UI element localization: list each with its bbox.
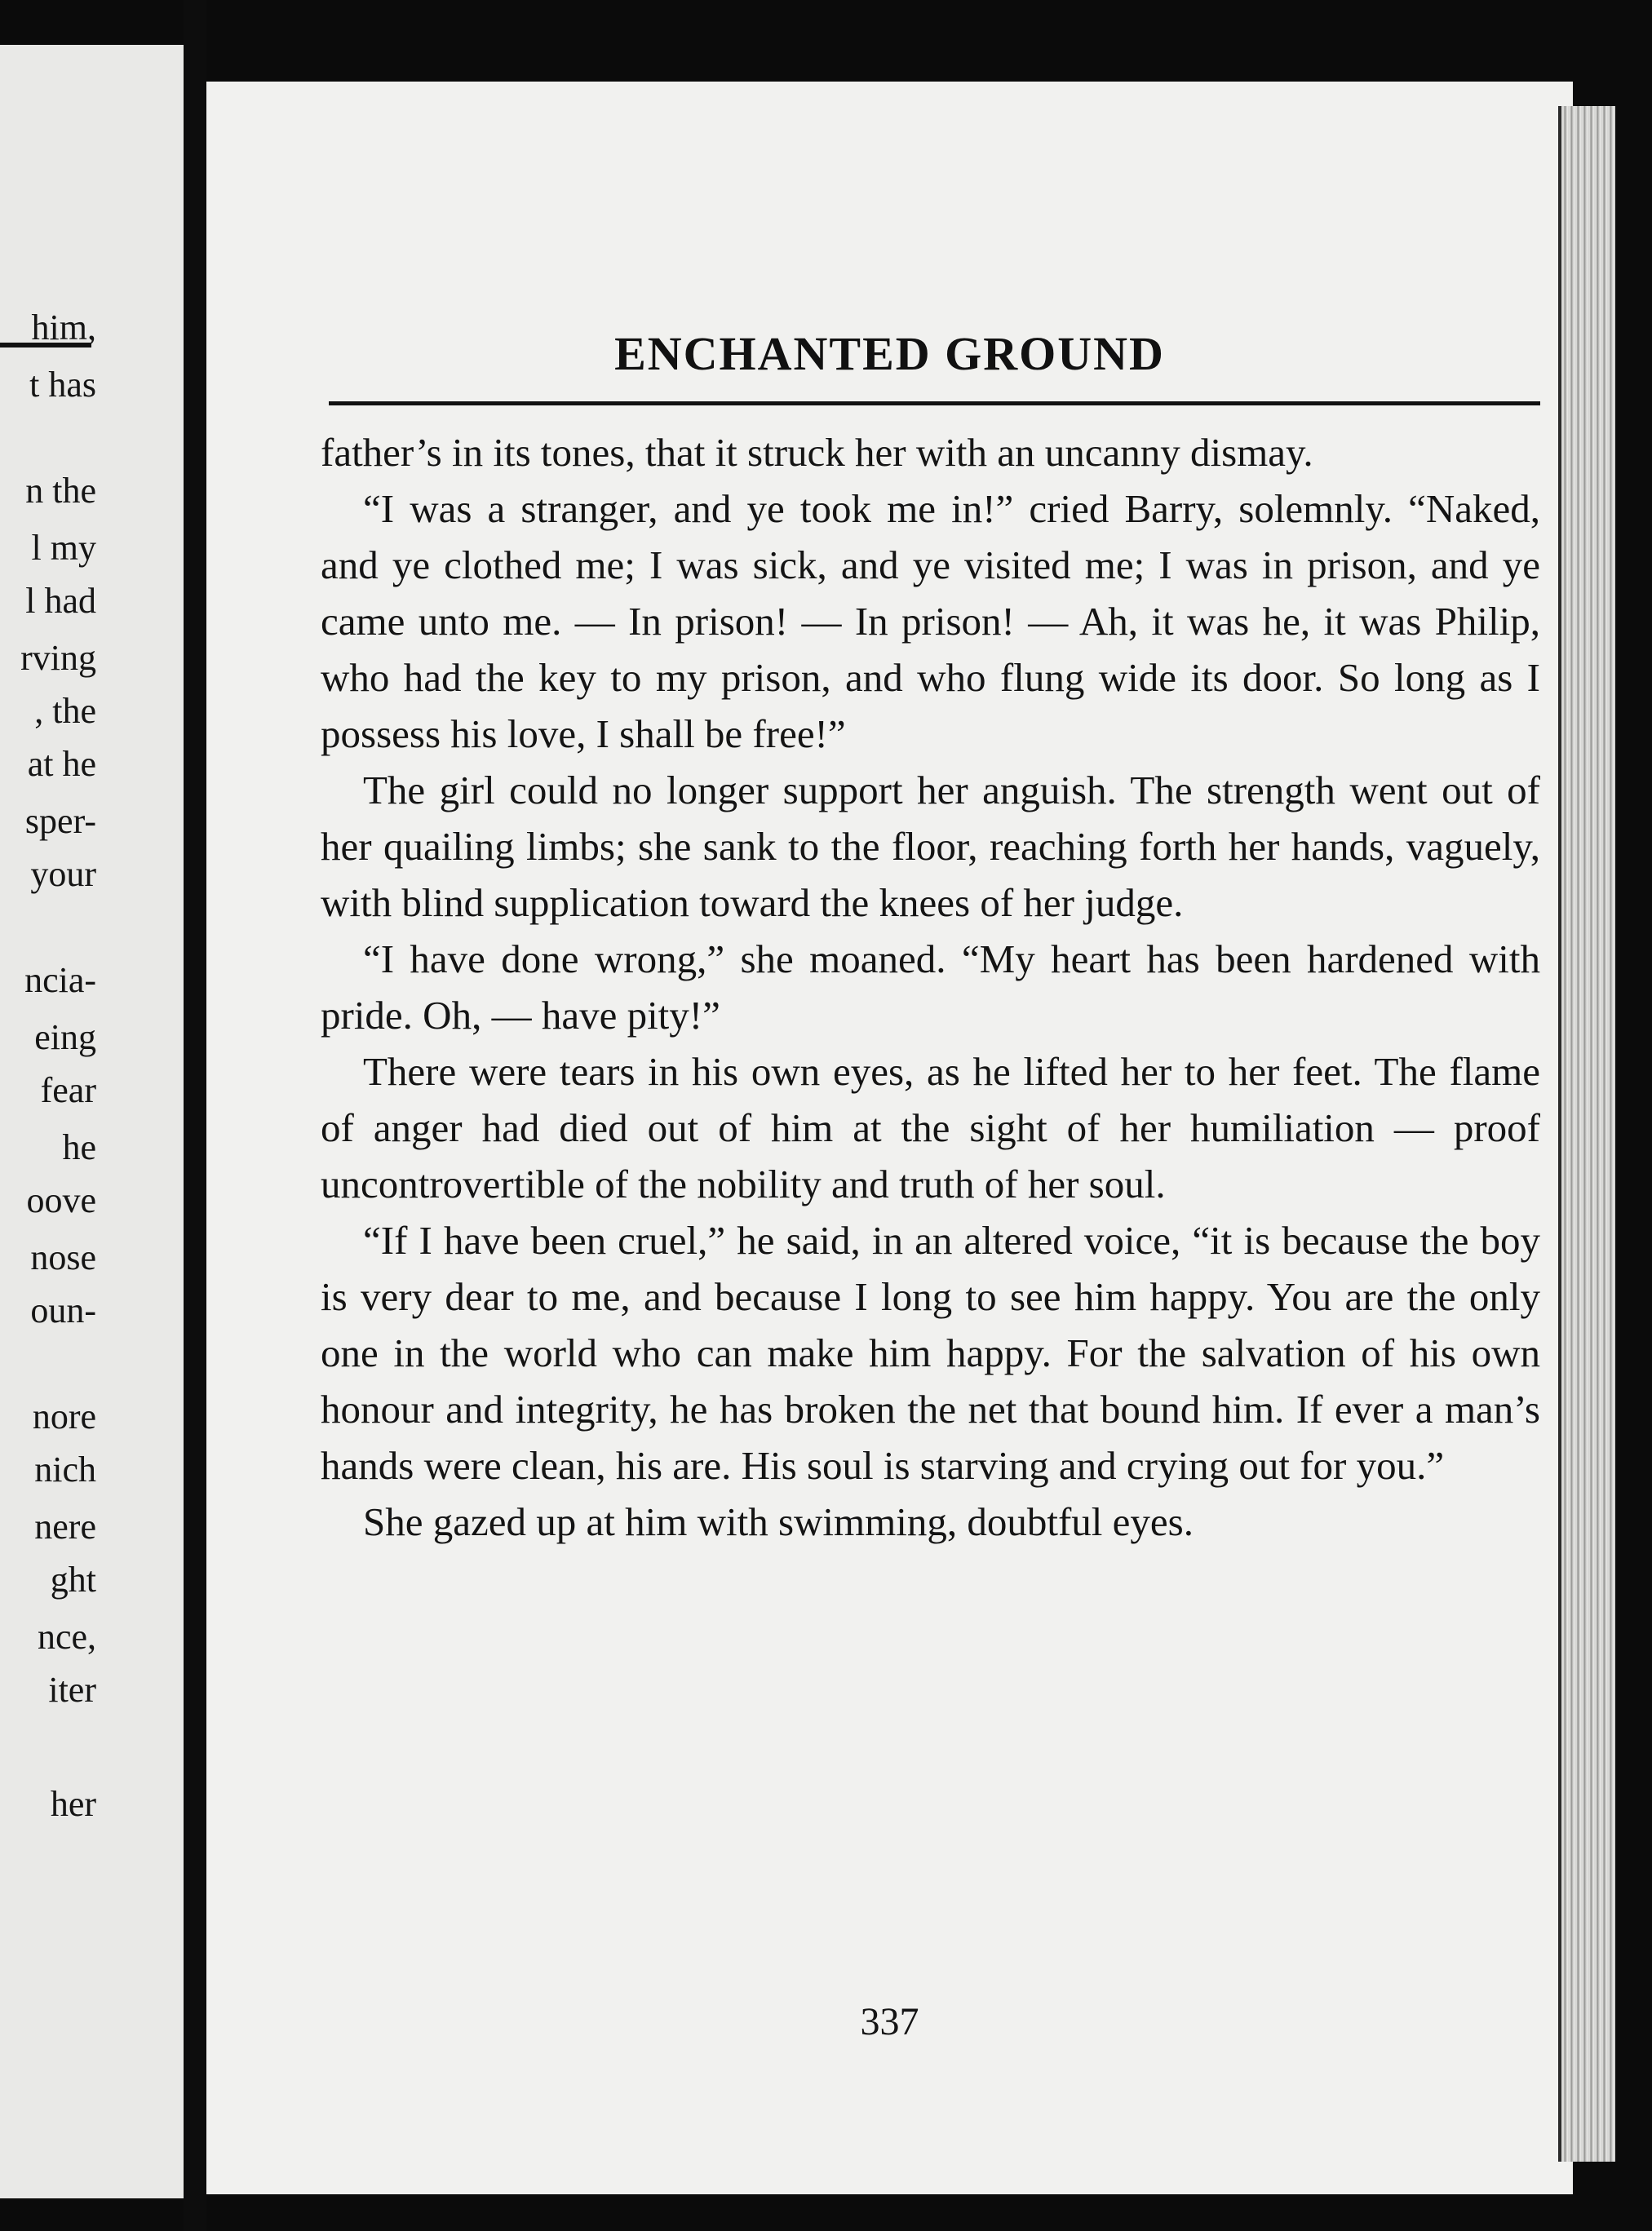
previous-page-line-fragment: rving: [20, 638, 96, 678]
previous-page-line-fragment: he: [62, 1127, 96, 1167]
previous-page-line-fragment: nere: [34, 1507, 96, 1547]
running-head-rule: [329, 401, 1540, 405]
book-page: [206, 82, 1573, 2194]
previous-page-line-fragment: t has: [29, 365, 96, 405]
previous-page-line-fragment: her: [50, 1784, 96, 1824]
paragraph: “If I have been cruel,” he said, in an altered voice, “it is because the boy is very dear to me, and because I long to see him happy. You are the only one in the world who can make him happy. For the salvation of his own honour and integrity, he has broken the net that bound him. If ever a man’s hands were clean, his are. His soul is starving and crying out for you.”: [321, 1218, 1540, 1488]
page-edges: [1558, 106, 1619, 2162]
previous-page-line-fragment: at he: [27, 744, 96, 784]
previous-page-line-fragment: nose: [30, 1237, 96, 1277]
paragraph: The girl could no longer support her anguish. The strength went out of her quailing limbs; she sank to the floor, reaching forth her hands, vaguely, with blind supplication toward the knees of her judge.: [321, 768, 1540, 925]
previous-page-line-fragment: l my: [31, 528, 96, 568]
previous-page-line-fragment: l had: [25, 581, 96, 621]
previous-page-line-fragment: fear: [40, 1070, 96, 1110]
paragraph: There were tears in his own eyes, as he lifted her to her feet. The flame of anger had died out of him at the sight of her humiliation — proof uncontrovertible of the nobility and truth of her soul.: [321, 1049, 1540, 1206]
page-number: 337: [860, 2000, 919, 2043]
running-head: ENCHANTED GROUND: [614, 327, 1165, 380]
previous-page-line-fragment: nce,: [37, 1617, 96, 1657]
previous-page-line-fragment: eing: [34, 1017, 96, 1057]
previous-page-line-fragment: oove: [26, 1180, 96, 1220]
paragraph: She gazed up at him with swimming, doubtful eyes.: [363, 1499, 1194, 1544]
paragraph: father’s in its tones, that it struck her with an uncanny dismay.: [321, 430, 1313, 475]
previous-page-line-fragment: ght: [50, 1560, 96, 1600]
previous-page-line-fragment: your: [30, 854, 96, 894]
previous-page-line-fragment: sper-: [24, 801, 96, 841]
previous-page-line-endings: [0, 45, 96, 2198]
previous-page-line-fragment: nich: [34, 1450, 96, 1490]
previous-page-line-fragment: ncia-: [24, 960, 96, 1000]
previous-page-line-fragment: iter: [48, 1670, 96, 1710]
previous-page-line-fragment: nore: [32, 1397, 96, 1436]
previous-page-fragment: [0, 45, 188, 2198]
book-gutter: [184, 0, 206, 2231]
previous-page-line-fragment: him,: [31, 308, 96, 347]
paragraph: “I have done wrong,” she moaned. “My heart has been hardened with pride. Oh, — have pity!”: [321, 936, 1540, 1038]
body-text: [321, 424, 1540, 1550]
scan-border: [1615, 0, 1652, 2231]
paragraph: “I was a stranger, and ye took me in!” cried Barry, solemnly. “Naked, and ye clothed me; I was sick, and ye visited me; I was in prison, and ye came unto me. — In prison! — In prison! — Ah, it was he, it was Philip, who had the key to my prison, and who flung wide its door. So long as I possess his love, I shall be free!”: [321, 486, 1540, 756]
previous-page-line-fragment: oun-: [30, 1290, 96, 1330]
previous-page-line-fragment: , the: [34, 691, 96, 731]
previous-page-line-fragment: n the: [25, 471, 96, 511]
